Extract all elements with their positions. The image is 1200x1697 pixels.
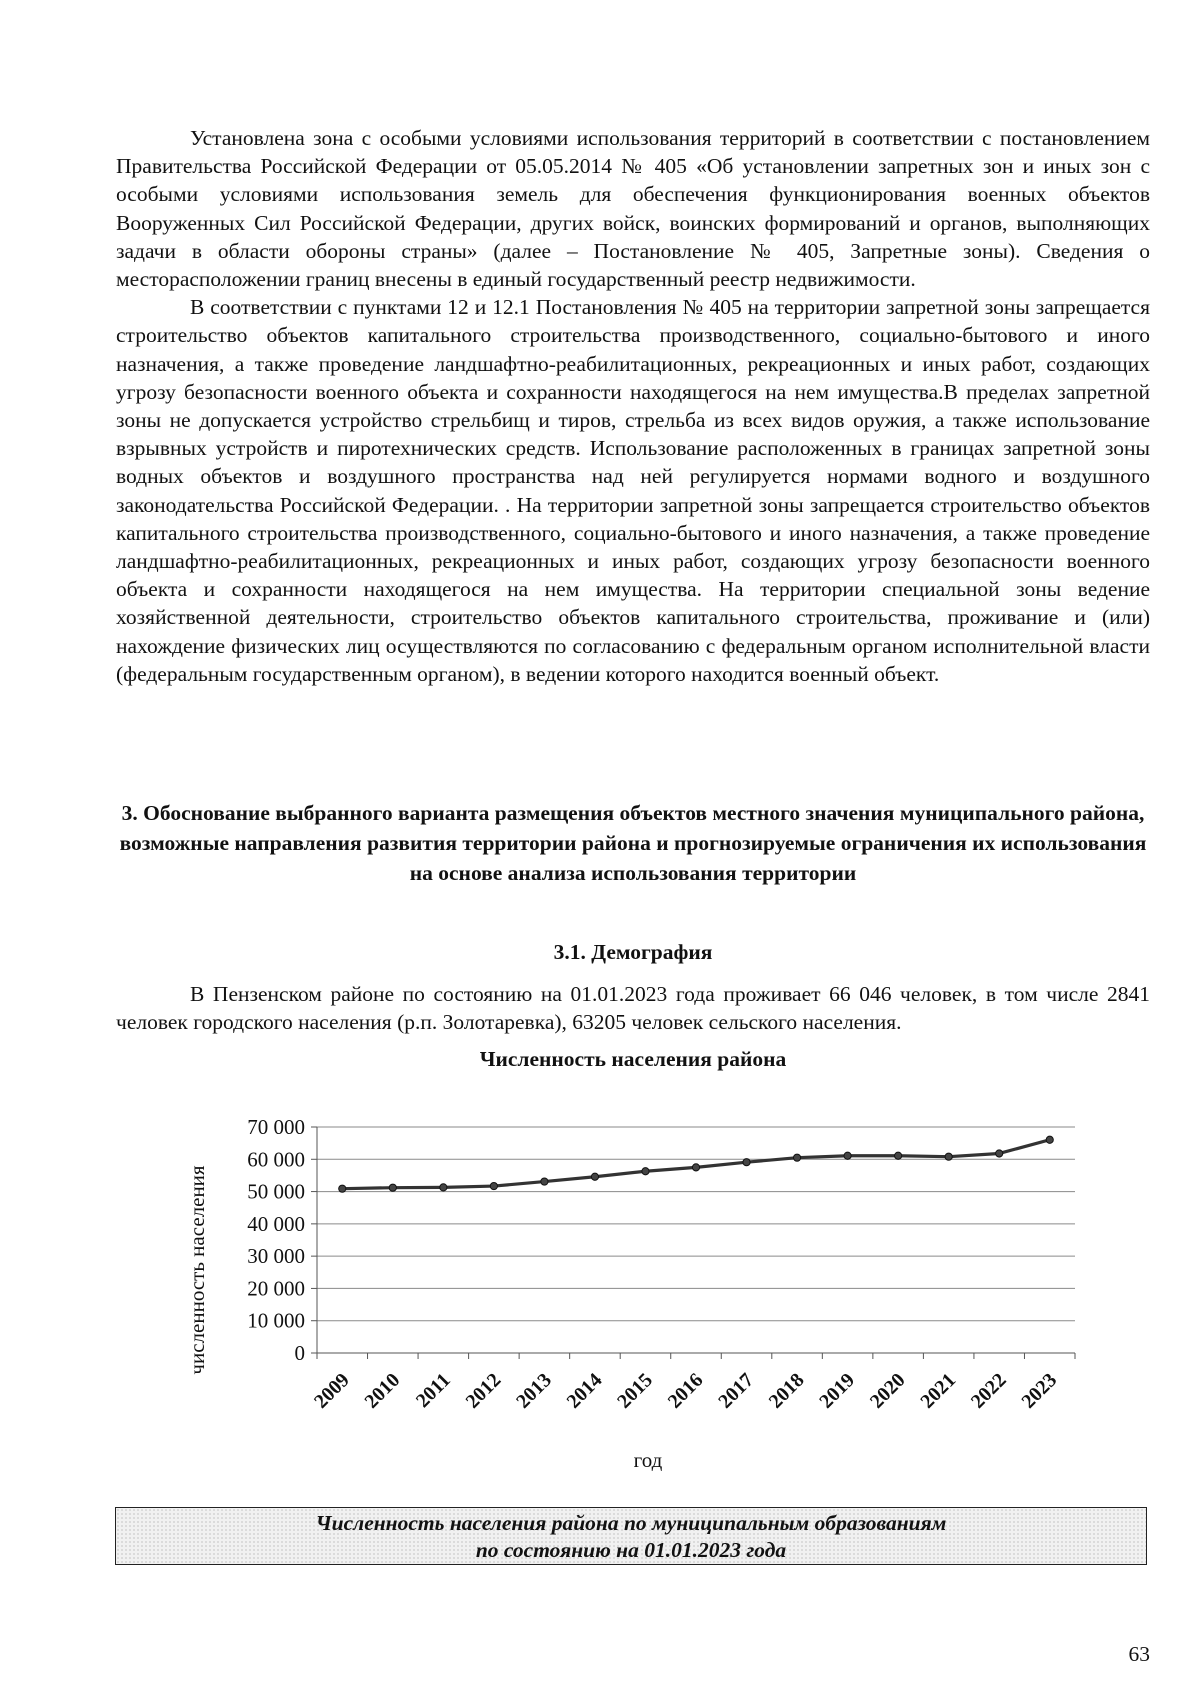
y-tick-label: 70 000 <box>247 1115 305 1139</box>
data-point <box>642 1168 649 1175</box>
x-tick-label: 2014 <box>562 1368 607 1413</box>
data-point <box>692 1164 699 1171</box>
x-tick-label: 2019 <box>815 1368 860 1413</box>
x-tick-label: 2017 <box>714 1368 759 1413</box>
data-point <box>743 1159 750 1166</box>
page-number: 63 <box>1128 1642 1150 1666</box>
data-point <box>591 1173 598 1180</box>
section-heading: 3. Обоснование выбранного варианта размещения объектов местного значения муниципального района, возможные направления развития территории района и прогнозируемые ограничения их использования на основе анализа использования территории <box>119 801 1147 885</box>
data-point <box>996 1150 1003 1157</box>
table-caption-line: по состоянию на 01.01.2023 года <box>475 1538 787 1562</box>
y-tick-labels <box>247 1115 305 1365</box>
paragraph: Установлена зона с особыми условиями использования территорий в соответствии с постановлением Правительства Российской Федерации от 05.05.2014 № 405 «Об установлении запретных зон и иных зон с особыми условиями использования земель для обеспечения функционирования военных объектов Вооруженных Сил Российской Федерации, других войск, воинских формирований и органов, выполняющих задачи в области обороны страны» (далее – Постановление № 405, Запретные зоны). Сведения о месторасположении границ внесены в единый государственный реестр недвижимости. <box>116 126 1150 292</box>
x-tick-label: 2023 <box>1017 1368 1062 1413</box>
y-tick-label: 50 000 <box>247 1179 305 1204</box>
table-caption-line: Численность населения района по муниципальным образованиям <box>315 1511 947 1535</box>
x-tick-label: 2012 <box>461 1368 506 1413</box>
x-tick-label: 2018 <box>764 1368 809 1413</box>
y-tick-label: 10 000 <box>247 1308 305 1333</box>
data-point <box>440 1184 447 1191</box>
data-point <box>541 1178 548 1185</box>
x-axis-label: год <box>633 1448 663 1472</box>
table-caption <box>115 1507 1147 1565</box>
x-tick-label: 2022 <box>966 1368 1011 1413</box>
x-tick-label: 2013 <box>512 1368 556 1413</box>
data-point <box>389 1184 396 1191</box>
x-tick-label: 2009 <box>309 1368 354 1413</box>
data-point <box>945 1153 952 1160</box>
demography-paragraph: В Пензенском районе по состоянию на 01.01.2023 года проживает 66 046 человек, в том числе 2841 человек городского населения (р.п. Золотаревка), 63205 человек сельского населения. <box>116 982 1150 1035</box>
x-tick-label: 2011 <box>411 1368 455 1413</box>
y-tick-label: 60 000 <box>247 1147 305 1172</box>
x-tick-label: 2016 <box>663 1368 708 1413</box>
data-points <box>339 1136 1054 1192</box>
grid-lines <box>311 1127 1075 1359</box>
data-point <box>490 1182 497 1189</box>
paragraph: В соответствии с пунктами 12 и 12.1 Постановления № 405 на территории запретной зоны запрещается строительство объектов капитального строительства производственного, социально-бытового и иного назначения, а также проведение ландшафтно-реабилитационных, рекреационных и иных работ, создающих угрозу безопасности военного объекта и сохранности находящегося на нем имущества.В пределах запретной зоны не допускается устройство стрельбищ и тиров, стрельба из всех видов оружия, а также использование взрывных устройств и пиротехнических средств. Использование расположенных в границах запретной зоны водных объектов и воздушного пространства над ней регулируется нормами водного и воздушного законодательства Российской Федерации. . На территории запретной зоны запрещается строительство объектов капитального строительства производственного, социально-бытового и иного назначения, а также проведение ландшафтно-реабилитационных, рекреационных и иных работ, создающих угрозу безопасности военного объекта и сохранности находящегося на нем имущества. На территории специальной зоны ведение хозяйственной деятельности, строительство объектов капитального строительства, проживание и (или) нахождение физических лиц осуществляются по согласованию с федеральным органом исполнительной власти (федеральным государственным органом), в ведении которого находится военный объект. <box>116 295 1150 686</box>
chart-title: Численность населения района <box>479 1047 787 1071</box>
data-point <box>844 1152 851 1159</box>
x-tick-labels <box>310 1369 1061 1413</box>
x-tick-label: 2015 <box>613 1368 658 1413</box>
y-tick-label: 20 000 <box>247 1276 305 1301</box>
data-point <box>793 1154 800 1161</box>
y-axis-label: численность населения <box>185 1165 209 1375</box>
data-point <box>339 1185 346 1192</box>
x-tick-label: 2021 <box>916 1368 961 1413</box>
data-point <box>895 1152 902 1159</box>
y-tick-label: 40 000 <box>247 1211 305 1236</box>
body-text <box>116 124 1150 688</box>
x-tick-label: 2020 <box>865 1368 910 1413</box>
y-tick-label: 30 000 <box>247 1244 305 1269</box>
x-tick-label: 2010 <box>360 1368 405 1413</box>
data-point <box>1046 1136 1053 1143</box>
y-tick-label: 0 <box>294 1341 305 1365</box>
subsection-heading: 3.1. Демография <box>553 940 713 964</box>
population-line-chart <box>180 1110 1100 1490</box>
